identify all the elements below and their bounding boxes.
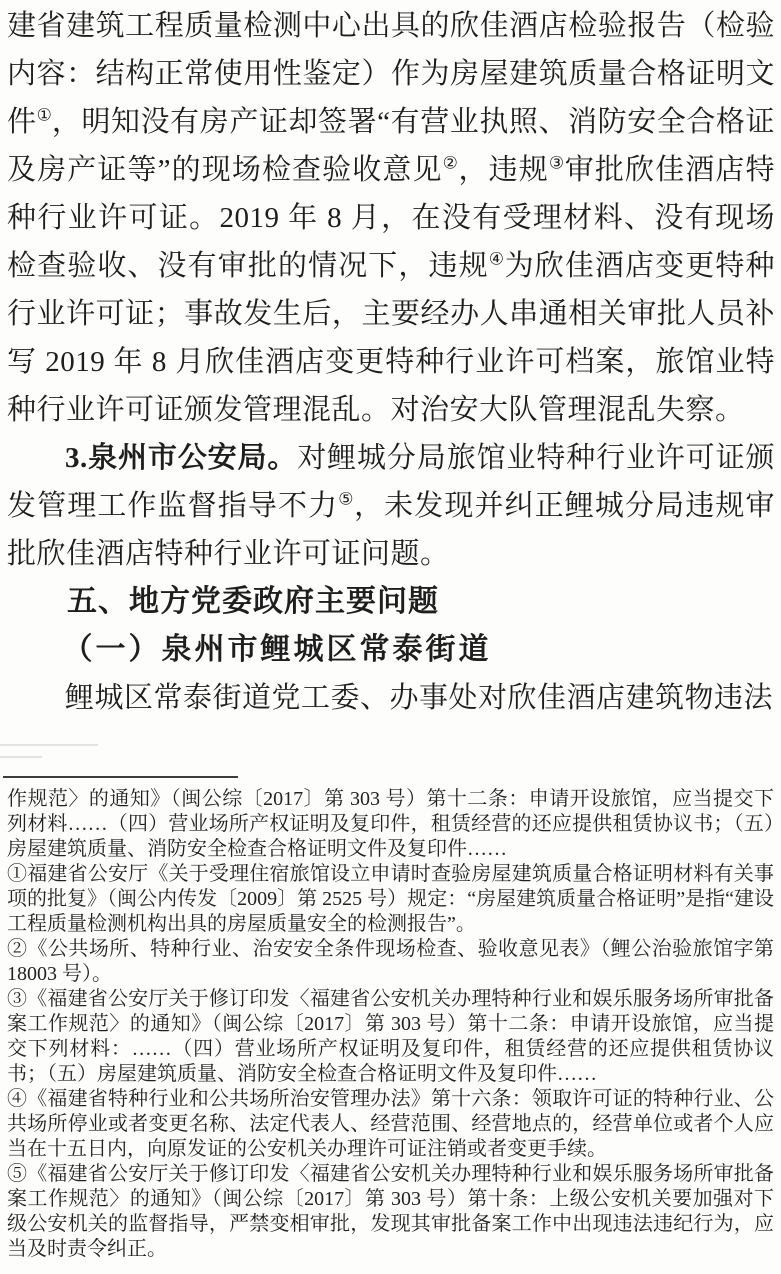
footnotes-block: [0, 780, 781, 1262]
scan-artifact-dash: [0, 744, 98, 746]
footnote-ref-5: ⑤: [338, 489, 355, 509]
footnote-item-2: ②《公共场所、特种行业、治安安全条件现场检查、验收意见表》（鲤公治验旅馆字第 18003 号）。: [7, 938, 774, 985]
body-paragraph-1-text: 审批欣佳酒店特种行业许可证。2019 年 8 月，在没有受理材料、没有现场检查验收、没有审批的情况下，违规: [7, 154, 775, 282]
body-paragraph-1-text: 建省建筑工程质量检测中心出具的欣佳酒店检验报告（检验内容：结构正常使用性鉴定）作为房屋建筑质量合格证明文件: [7, 10, 775, 138]
numbered-item-lead: 3.泉州市公安局。: [65, 442, 298, 474]
body-paragraph-2-text: 对鲤城分局旅馆业特种行业许可证颁发管理工作监督指导不力: [7, 442, 775, 522]
footnote-item-1: ①福建省公安厅《关于受理住宿旅馆设立申请时查验房屋建筑质量合格证明材料有关事项的批复》（闽公内传发〔2009〕第 2525 号）规定：“房屋建筑质量合格证明”是指“建设工程质量检测机构出具的房屋质量安全的检测报告”。: [7, 863, 774, 935]
body-paragraph-2: [7, 434, 775, 578]
body-paragraph-3: 鲤城区常泰街道党工委、办事处对欣佳酒店建筑物违法: [65, 682, 774, 714]
footnote-ref-2: ②: [442, 153, 459, 173]
footnote-ref-3: ③: [548, 153, 565, 173]
scan-artifact-dash: [0, 756, 42, 758]
body-paragraph-1-text: 为欣佳酒店变更特种行业许可证；事故发生后，主要经办人串通相关审批人员补写 2019 年 8 月欣佳酒店变更特种行业许可档案，旅馆业特种行业许可证颁发管理混乱。对治安大队管理混乱失察。: [7, 250, 775, 426]
footnote-item-4: ④《福建省特种行业和公共场所治安管理办法》第十六条：领取许可证的特种行业、公共场所停业或者变更名称、法定代表人、经营范围、经营地点的，经营单位或者个人应当在十五日内，向原发证的公安机关办理许可证注销或者变更手续。: [7, 1088, 774, 1160]
footnote-divider-line: [3, 776, 238, 778]
footnote-ref-4: ④: [488, 249, 505, 269]
body-paragraph-1: [7, 2, 775, 434]
footnote-item-3: ③《福建省公安厅关于修订印发〈福建省公安机关办理特种行业和娱乐服务场所审批备案工作规范〉的通知》（闽公综〔2017〕第 303 号）第十二条：申请开设旅馆，应当提交下列材料：……（四）营业场所产权证明及复印件，租赁经营的还应提供租赁协议书；（五）房屋建筑质量、消防安全检查合格证明文件及复印件……: [7, 988, 774, 1085]
footnote-item-continuation: 作规范〉的通知》（闽公综〔2017〕第 303 号）第十二条：申请开设旅馆，应当提交下列材料……（四）营业场所产权证明及复印件，租赁经营的还应提供租赁协议书；（五）房屋建筑质量、消防安全检查合格证明文件及复印件……: [7, 788, 774, 860]
body-paragraph-2-text: ，未发现并纠正鲤城分局违规审批欣佳酒店特种行业许可证问题。: [7, 490, 775, 570]
body-paragraph-1-text: ，违规: [458, 154, 549, 186]
section-heading: 五、地方党委政府主要问题: [67, 585, 439, 618]
footnote-ref-1: ①: [36, 105, 52, 125]
subsection-heading: （一）泉州市鲤城区常泰街道: [62, 633, 492, 666]
footnote-item-5: ⑤《福建省公安厅关于修订印发〈福建省公安机关办理特种行业和娱乐服务场所审批备案工作规范〉的通知》（闽公综〔2017〕第 303 号）第十条：上级公安机关要加强对下级公安机关的监督指导，严禁变相审批，发现其审批备案工作中出现违法违纪行为，应当及时责令纠正。: [7, 1163, 774, 1260]
footnote-separator-zone: [0, 722, 781, 780]
body-paragraph-1-text: ，明知没有房产证却签署“有营业执照、消防安全合格证及房产证等”的现场检查验收意见: [7, 106, 775, 186]
